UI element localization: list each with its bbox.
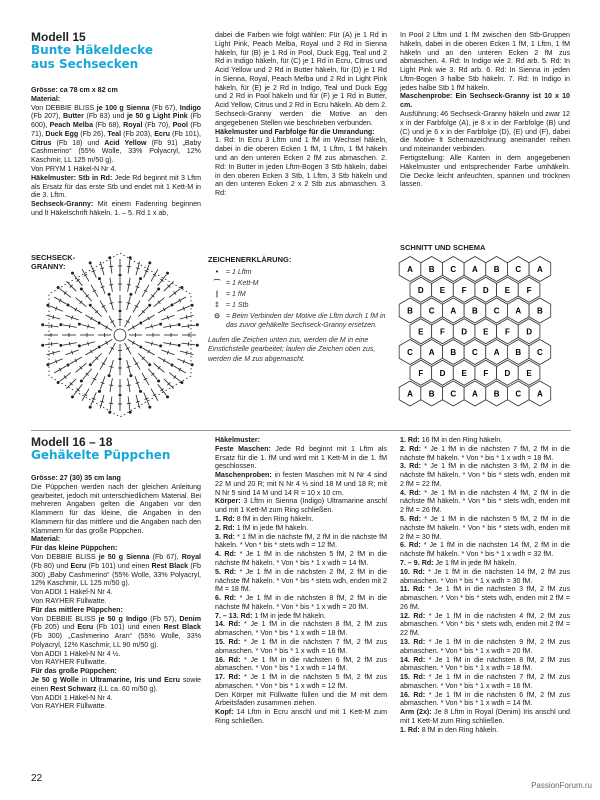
schema-hex-label: A	[537, 265, 543, 274]
model15-col2	[215, 31, 387, 198]
m15-gauge: Maschenprobe: Ein Sechseck-Granny ist 10 x 10 cm.	[400, 92, 570, 110]
schema-hex-label: C	[450, 389, 457, 399]
schema-hex-label: F	[418, 368, 424, 378]
schema-hex-label: D	[504, 368, 511, 378]
model16-number: Modell 16 – 18	[31, 435, 113, 449]
schema-hex-label: B	[407, 306, 413, 316]
schema-hex-label: B	[428, 265, 435, 274]
schema-hex-label: C	[428, 306, 435, 316]
schema-hex-label: A	[537, 389, 543, 399]
schema-hex-label: F	[440, 327, 445, 337]
legend-title: ZEICHENERKLÄRUNG:	[208, 255, 292, 264]
schema-hex-label: C	[515, 265, 522, 274]
m16-col1-text: Grösse: 27 (30) 35 cm lang Die Püppchen werden nach der gleichen Anleitung gearbeitet, jedoch mit unterschiedlichem Material. Bei mehreren Angaben gelten die Angaben vor den Klammern für das kleine, die Angaben in den Klammern für das mittlere und die Angaben nach den Klammern für das große Püppchen. Material: Für das kleine Püppchen: Von DEBBIE BLISS je 50 g Sienna (Fb 67), Royal (Fb 80) und Ecru (Fb 101) und einen Rest Black (Fb 300) „Baby Cashmerino“ (55% Wolle, 33% Polyacryl, 12% Kaschmir, LL 125 m/50 g). Von ADDI 1 Häkel-N Nr 4. Von RAYHER Füllwatte. Für das mittlere Püppchen: Von DEBBIE BLISS je 50 g Indigo (Fb 57), Denim (Fb 205) und Ecru (Fb 101) und einen Rest Black (Fb 300) „Cashmerino Aran“ (55% Wolle, 33% Polyacryl, 12% Kaschmir, LL 90 m/50 g). Von ADDI 1 Häkel-N Nr 4 ½. Von RAYHER Füllwatte. Für das große Püppchen: Je 50 g Wolle in Ultramarine, Iris und Ecru sowie einen Rest Schwarz (LL ca. 60 m/50 g). Von ADDI 1 Häkel-N Nr 4. Von RAYHER Füllwatte.	[31, 474, 202, 711]
schema-hex-label: B	[515, 348, 522, 357]
schema-hex-label: A	[407, 389, 413, 399]
m15-pattern: Häkelmuster: Stb in Rd: Jede Rd beginnt mit 3 Lftm als Ersatz für das erste Stb und endet mit 1 Kett-M in die 3. Lftm.	[31, 173, 201, 200]
m15-material-text: Von DEBBIE BLISS je 100 g Sienna (Fb 67), Indigo (Fb 207), Butter (Fb 83) und je 50 g Light Pink (Fb 600), Peach Melba (Fb 68), Royal (Fb 70), Pool (Fb 71), Duck Egg (Fb 26), Teal (Fb 203), Ecru (Fb 101), Citrus (Fb 18) und Acid Yellow (Fb 91) „Baby Cashmerino“ (55% Wolle, 33% Polyacryl, 12% Kaschmir, LL 125 m/50 g).	[31, 103, 202, 165]
schema-hex-label: B	[493, 389, 500, 399]
model16-col3	[400, 436, 570, 735]
schema-hex-label: B	[450, 348, 457, 357]
schema-hex-label: E	[526, 368, 532, 378]
schema-title: SCHNITT UND SCHEMA	[400, 243, 486, 252]
schema-hex-label: F	[483, 368, 489, 378]
schema-hex-label: F	[504, 327, 510, 337]
schema-hex-label: D	[439, 368, 446, 378]
model15-title-line1: Bunte Häkeldecke	[31, 43, 153, 58]
page-number: 22	[31, 773, 43, 784]
schema-hex-label: F	[461, 285, 467, 295]
model15-title-line2: aus Sechsecken	[31, 56, 139, 71]
schema-hex-label: E	[461, 368, 467, 378]
m15-finishing: Fertigstellung: Alle Kanten in dem angegebenen Häkelmuster und entsprechender Farbe umhäkeln. Die Decke leicht anfeuchten, spannen und trocknen lassen.	[400, 153, 570, 189]
m15-col2-text2: 1. Rd: In Ecru 3 Lftm und 1 fM im Wechsel häkeln, dabei in die oberen Ecken 1 fM, 1 Lftm, 1 fM häkeln und an den unteren Ecken 2 fM zus abmaschen. 2. Rd: In Butter in jeden Lftm-Bogen 3 Stb häkeln, dabei in den oberen Ecken 3 Stb, 1 Lftm, 3 Stb häkeln und an den unteren Ecken 2 x 2 Stb zus abmaschen. 3. Rd:	[215, 136, 387, 198]
legend-item-slipstitch: ⌒ = 1 Kett-M	[213, 279, 259, 287]
schema-hex-label: A	[493, 348, 500, 357]
schema-hex-label: B	[428, 389, 435, 399]
schema-hex-label: A	[472, 389, 478, 399]
m16-col2-text: Häkelmuster: Feste Maschen: Jede Rd beginnt mit 1 Lftm als Ersatz für die 1. fM und wird mit 1 Kett-M in die 1. fM geschlossen. Maschenproben: in festen Maschen mit N Nr 4 sind 22 M und 20 R; mit N Nr 4 ½ sind 18 M und 18 R; mit N Nr 5 sind 14 M und 14 R = 10 x 10 cm. Körper: 3 Lftm in Sienna (Indigo) Ultramarine anschl und mit 1 Kett-M zum Ring schließen. 1. Rd: 8 fM in den Ring häkeln. 2. Rd: 1 fM in jede fM häkeln. 3. Rd: * 1 fM in die nächste fM, 2 fM in die nächste fM häkeln. * Von * bis * stets wdh = 12 fM. 4. Rd: * Je 1 fM in die nächsten 5 fM, 2 fM in die nächste fM häkeln. * Von * bis * 1 x wdh = 14 fM. 5. Rd: * Je 1 fM in die nächsten 2 fM, 2 fM in die nächste fM häkeln. * Von * bis * stets wdh, enden mit 2 fM = 18 fM. 6. Rd: * Je 1 fM in die nächsten 8 fM, 2 fM in die nächste fM häkeln. * Von * bis * 1 x wdh = 20 fM. 7. – 13. Rd: 1 fM in jede fM häkeln. 14. Rd: * Je 1 fM in die nächsten 8 fM, 2 fM zus abmaschen. * Von * bis * 1 x wdh = 18 fM. 15. Rd: * Je 1 fM in die nächsten 7 fM, 2 fM zus abmaschen. * Von * bis * 1 x wdh = 16 fM. 16. Rd: * Je 1 fM in die nächsten 6 fM, 2 fM zus abmaschen. * Von * bis * 1 x wdh = 14 fM. 17. Rd: * Je 1 fM in die nächsten 5 fM, 2 fM zus abmaschen. * Von * bis * 1 x wdh = 12 fM. Den Körper mit Füllwatte füllen und die M mit dem Arbeitsfaden zusammen ziehen. Kopf: 14 Lftm in Ecru anschl und mit 1 Kett-M zum Ring schließen.	[215, 436, 387, 725]
schema-hex-label: D	[417, 285, 424, 295]
m15-size: Grösse: ca 78 cm x 82 cm	[31, 86, 118, 94]
m15-granny: Sechseck-Granny: Mit einem Fadenring beginnen und lt Häkelschrift häkeln. 1. – 5. Rd 1 x ab,	[31, 200, 201, 217]
symbol-legend	[208, 255, 386, 364]
schema-hex-label: C	[493, 306, 500, 316]
schema-hex-label: E	[418, 327, 424, 337]
model15-number: Modell 15	[31, 30, 86, 44]
legend-item-join: ⊙ = Beim Verbinden der Motive die Lftm durch 1 fM in das zuvor gehäkelte Sechseck-Granny ersetzen.	[214, 313, 386, 330]
model16-col2	[215, 436, 387, 726]
m15-col2-heading: Häkelmuster und Farbfolge für die Umrandung:	[215, 127, 375, 136]
watermark: PassionForum.ru	[531, 781, 592, 790]
model15-heading	[31, 31, 191, 72]
model15-col1	[31, 86, 201, 218]
m15-col3-text: In Pool 2 Lftm und 1 fM zwischen den Stb-Gruppen häkeln, dabei in die oberen Ecken 1 fM, 1 Lftm, 1 fM häkeln und an den unteren Ecken 2 fM zus abmaschen. 4. Rd: In Indigo wie 2. Rd arb. 5. Rd: In Light Pink wie 3. Rd arb. 6. Rd: In Sienna in jeden Lftm-Bogen 3 halbe Stb häkeln. 7. Rd: In Indigo in jedes halbe Stb 1 fM häkeln.	[400, 31, 570, 92]
schema-hex-label: A	[407, 265, 413, 274]
schema-hex-label: C	[407, 348, 413, 357]
schema-hex-label: C	[472, 348, 478, 357]
schema-hex-label: E	[483, 327, 489, 337]
schema-hex-label: D	[482, 285, 489, 295]
schema-hex-label: A	[450, 306, 457, 316]
schema-hex-label: C	[450, 265, 457, 274]
schema-hex-label: E	[504, 285, 511, 295]
hex-layout-schema	[398, 255, 573, 425]
schema-hex-label: D	[461, 327, 468, 337]
m15-material-heading: Material:	[31, 94, 61, 103]
legend-item-dc: ‡ = 1 Stb	[215, 302, 249, 310]
schema-hex-label: E	[439, 285, 446, 295]
schema-hex-label: B	[472, 306, 478, 316]
schema-hex-label: B	[537, 306, 543, 316]
model16-col1	[31, 474, 201, 711]
legend-item-chain: • = 1 Lftm	[215, 268, 252, 276]
m15-col2-text: dabei die Farben wie folgt wählen: Für (A) je 1 Rd in Light Pink, Peach Melba, Royal und 2 Rd in Sienna häkeln, für (B) je 1 Rd in Pool, Duck Egg, Teal und 2 Rd in Indigo häkeln, für (C) je 1 Rd in Ecru, Citrus und Acid Yellow und 2 Rd in Butter häkeln, für (D) je 1 Rd in Sienna, Royal, Peach Melba und 2 Rd in Light Pink häkeln, für (E) je 2 Rd in Indigo, Teal und Duck Egg und 2 Rd in Pool häkeln und für (F) je 1 Rd in Butter, Acid Yellow, Citrus und 2 Rd in Ecru häkeln. Ab dem 2. Sechseck-Granny werden die Motive an den angegebenen Stellen wie beschrieben verbunden.	[215, 31, 387, 127]
schema-hex-label: A	[428, 348, 435, 357]
legend-item-sc: | = 1 fM	[216, 290, 246, 298]
m15-execution: Ausführung: 46 Sechseck-Granny häkeln und zwar 12 x in der Farbfolge (A), je 8 x in der Farbfolge (B) und (C) und je 6 x in der Farbfolge (D), (E) und (F), dabei die Motive lt Schemazeichnung aneinander reihen und miteinander verbinden.	[400, 110, 570, 154]
model16-heading	[31, 436, 201, 463]
schema-hex-label: C	[537, 348, 543, 357]
section-divider	[31, 430, 571, 431]
schema-hex-label: D	[526, 327, 532, 337]
schema-hex-label: C	[515, 389, 522, 399]
schema-hex-label: A	[515, 306, 522, 316]
m16-col3-text: 1. Rd: 16 fM in den Ring häkeln. 2. Rd: * Je 1 fM in die nächsten 7 fM, 2 fM in die nächste fM häkeln. * Von * bis * 1 x wdh = 18 fM. 3. Rd: * Je 1 fM in die nächsten 3 fM, 2 fM in die nächste fM häkeln. * Von * bis * stets wdh, enden mit 2 fM = 22 fM. 4. Rd: * Je 1 fM in die nächsten 4 fM, 2 fM in die nächste fM häkeln. * Von * bis * stets wdh, enden mit 2 fM = 26 fM. 5. Rd: * Je 1 fM in die nächsten 5 fM, 2 fM in die nächste fM häkeln. * Von * bis * stets wdh, enden mit 2 fM = 30 fM. 6. Rd: * Je 1 fM in die nächsten 14 fM, 2 fM in die nächste fM häkeln. * Von * bis * 1 x wdh = 32 fM. 7. – 9. Rd: Je 1 fM in jede fM häkeln. 10. Rd: * Je 1 fM in die nächsten 14 fM, 2 fM zus abmaschen. * Von * bis * 1 x wdh = 30 fM. 11. Rd: * Je 1 fM in die nächsten 3 fM, 2 fM zus abmaschen. * Von * bis * stets wdh, enden mit 2 fM = 26 fM. 12. Rd: * Je 1 fM in die nächsten 4 fM, 2 fM zus abmaschen. * Von * bis * stets wdh, enden mit 2 fM = 22 fM. 13. Rd: * Je 1 fM in die nächsten 9 fM, 2 fM zus abmaschen. * Von * bis * 1 x wdh = 20 fM. 14. Rd: * Je 1 fM in die nächsten 8 fM, 2 fM zus abmaschen. * Von * bis * 1 x wdh = 18 fM. 15. Rd: * Je 1 fM in die nächsten 7 fM, 2 fM zus abmaschen. * Von * bis * 1 x wdh = 16 fM. 16. Rd: * Je 1 fM in die nächsten 6 fM, 2 fM zus abmaschen. * Von * bis * 1 x wdh = 14 fM. Arm (2x): Je 8 Lftm in Royal (Denim) Iris anschl und mit 1 Kett-M zum Ring schließen. 1. Rd: 8 fM in den Ring häkeln.	[400, 436, 571, 734]
m15-needle: Von PRYM 1 Häkel-N Nr 4.	[31, 165, 117, 174]
granny-crochet-chart	[35, 250, 205, 420]
model15-col3	[400, 31, 570, 189]
schema-hex-label: A	[472, 265, 478, 274]
schema-hex-label: F	[526, 285, 532, 295]
granny-diagram-label: SECHSECK-GRANNY:	[31, 253, 76, 271]
legend-note: Laufen die Zeichen unten zus, werden die M in eine Einstichstelle gearbeitet; laufen die Zeichen oben zus, werden die M zus abgemascht.	[208, 337, 376, 363]
model16-title: Gehäkelte Püppchen	[31, 448, 171, 463]
schema-hex-label: B	[493, 265, 500, 274]
